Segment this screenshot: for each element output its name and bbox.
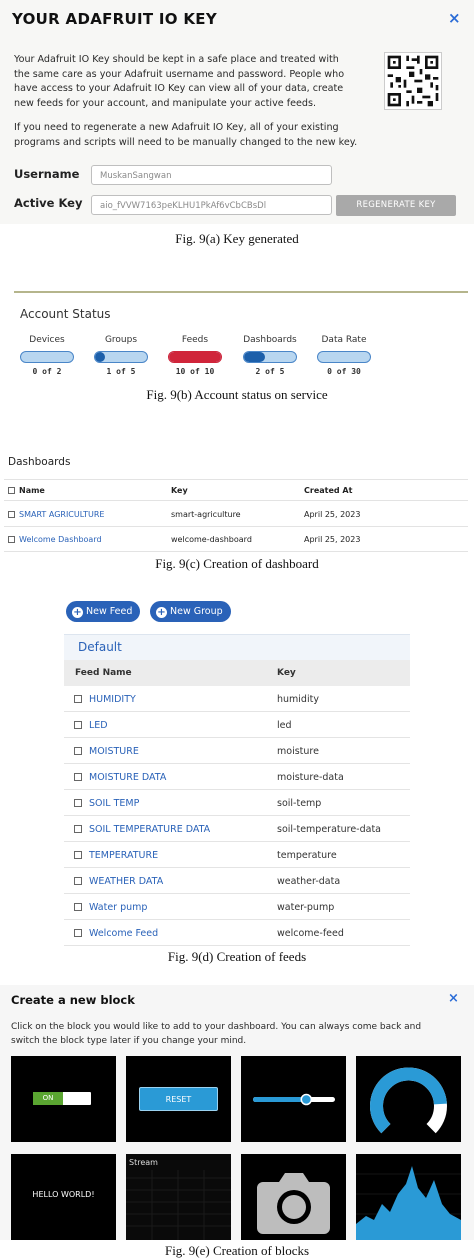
close-icon[interactable]: × <box>448 9 461 27</box>
feed-key: led <box>277 720 292 731</box>
feed-name-label: Water pump <box>89 902 148 913</box>
dashboard-name-label: Welcome Dashboard <box>19 535 102 544</box>
status-value: 0 of 2 <box>32 367 62 376</box>
block-text[interactable] <box>11 1154 116 1240</box>
feed-key: humidity <box>277 694 319 705</box>
dashboard-key: smart-agriculture <box>171 510 241 519</box>
status-value: 2 of 5 <box>255 367 285 376</box>
feed-name[interactable] <box>74 876 163 887</box>
status-dashboards <box>240 335 300 376</box>
table-row[interactable] <box>4 503 468 527</box>
status-bar <box>317 351 371 363</box>
block-line-chart[interactable] <box>356 1154 461 1240</box>
status-name: Feeds <box>181 335 209 345</box>
username-field[interactable]: MuskanSangwan <box>91 165 332 185</box>
table-row[interactable] <box>64 868 410 894</box>
block-momentary-button[interactable] <box>126 1056 231 1142</box>
row-checkbox[interactable] <box>74 877 82 885</box>
dashboard-key: welcome-dashboard <box>171 535 252 544</box>
text-block-value: HELLO WORLD! <box>32 1190 95 1199</box>
status-bar <box>168 351 222 363</box>
feed-name[interactable] <box>74 798 139 809</box>
status-name: Devices <box>29 335 65 345</box>
feed-key: moisture-data <box>277 772 344 783</box>
status-name: Data Rate <box>321 335 367 345</box>
status-bar <box>94 351 148 363</box>
table-row[interactable] <box>64 920 410 946</box>
feed-name[interactable] <box>74 772 166 783</box>
row-checkbox[interactable] <box>8 511 15 518</box>
instruction-line: switch the block type later if you change your mind. <box>11 1035 247 1046</box>
feed-name-label: SOIL TEMP <box>89 798 140 809</box>
block-gauge[interactable] <box>356 1056 461 1142</box>
feed-name-label: MOISTURE <box>89 746 139 757</box>
qr-code-icon <box>384 52 442 110</box>
row-checkbox[interactable] <box>74 773 82 781</box>
slider-fill <box>253 1097 306 1102</box>
feed-key: temperature <box>277 850 337 861</box>
area-chart-graphic <box>356 1154 461 1240</box>
account-status-title: Account Status <box>20 307 111 321</box>
status-devices <box>17 335 77 376</box>
new-group-button[interactable] <box>150 601 231 622</box>
gauge-graphic <box>356 1056 461 1142</box>
username-label: Username <box>14 167 80 181</box>
feed-key: water-pump <box>277 902 335 913</box>
stream-block-title: Stream <box>129 1158 158 1167</box>
feed-name-label: Welcome Feed <box>89 928 159 939</box>
create-block-title: Create a new block <box>11 993 135 1007</box>
row-checkbox[interactable] <box>8 536 15 543</box>
status-feeds <box>165 335 225 376</box>
figure-caption-e: Fig. 9(e) Creation of blocks <box>164 1243 310 1258</box>
warning-line: programs and scripts will need to be manually changed to the new key. <box>14 136 358 148</box>
table-row[interactable] <box>4 528 468 552</box>
status-bar-fill <box>244 352 265 362</box>
status-bar-fill <box>169 352 221 362</box>
figure-caption-a: Fig. 9(a) Key generated <box>175 231 299 246</box>
block-slider[interactable] <box>241 1056 346 1142</box>
status-name: Groups <box>104 335 138 345</box>
table-row[interactable] <box>64 764 410 790</box>
status-groups <box>91 335 151 376</box>
key-info-line: new feeds for your account, and manipulate your active feeds. <box>14 97 317 109</box>
status-value: 1 of 5 <box>106 367 136 376</box>
slider-graphic <box>241 1056 346 1142</box>
new-group-label: New Group <box>170 606 223 617</box>
status-value: 10 of 10 <box>175 367 215 376</box>
row-checkbox[interactable] <box>74 903 82 911</box>
row-checkbox[interactable] <box>74 799 82 807</box>
row-checkbox[interactable] <box>74 747 82 755</box>
toggle-on-label: ON <box>33 1092 63 1105</box>
block-stream[interactable] <box>126 1154 231 1240</box>
plus-icon: + <box>73 607 82 618</box>
status-value: 0 of 30 <box>327 367 361 376</box>
camera-icon <box>241 1154 346 1240</box>
figure-caption-c: Fig. 9(c) Creation of dashboard <box>155 556 319 571</box>
status-bar-fill <box>95 352 105 362</box>
figure-caption-d: Fig. 9(d) Creation of feeds <box>167 949 307 964</box>
group-name[interactable]: Default <box>78 640 122 654</box>
feed-name[interactable] <box>74 746 139 757</box>
feed-name[interactable] <box>74 720 108 731</box>
stream-grid-graphic <box>126 1154 231 1240</box>
header-name <box>8 486 45 495</box>
table-row[interactable] <box>64 686 410 712</box>
close-icon[interactable]: × <box>448 991 459 1006</box>
feed-key: welcome-feed <box>277 928 344 939</box>
table-row[interactable] <box>64 842 410 868</box>
reset-button: RESET <box>139 1087 218 1111</box>
feed-key: soil-temperature-data <box>277 824 382 835</box>
feed-name-label: MOISTURE DATA <box>89 772 167 783</box>
table-row[interactable] <box>64 738 410 764</box>
feed-key: soil-temp <box>277 798 322 809</box>
key-info-line: the same care as your Adafruit username and password. People who <box>14 68 345 80</box>
dashboard-created: April 25, 2023 <box>304 510 361 519</box>
feed-name[interactable] <box>74 850 158 861</box>
block-toggle[interactable] <box>11 1056 116 1142</box>
dashboards-title: Dashboards <box>8 456 71 468</box>
key-dialog <box>0 0 474 224</box>
instruction-line: Click on the block you would like to add to your dashboard. You can always come back and <box>11 1022 422 1032</box>
feed-name-label: TEMPERATURE <box>89 850 159 861</box>
create-block-instructions <box>11 1021 467 1048</box>
table-row[interactable] <box>64 712 410 738</box>
new-feed-label: New Feed <box>86 606 133 617</box>
dashboard-name[interactable] <box>8 535 102 544</box>
table-row[interactable] <box>64 894 410 920</box>
dashboard-created: April 25, 2023 <box>304 535 361 544</box>
key-info-paragraph <box>14 53 374 111</box>
figure-caption-b: Fig. 9(b) Account status on service <box>146 387 328 402</box>
feed-name-label: WEATHER DATA <box>89 876 164 887</box>
feed-key: weather-data <box>277 876 341 887</box>
feed-name-label: HUMIDITY <box>89 694 136 705</box>
row-checkbox[interactable] <box>74 825 82 833</box>
table-row[interactable] <box>64 816 410 842</box>
feed-name-label: SOIL TEMPERATURE DATA <box>89 824 211 835</box>
block-image[interactable] <box>241 1154 346 1240</box>
slider-handle <box>301 1095 311 1105</box>
active-key-field[interactable]: aio_fVVW7163peKLHU1PkAf6vCbCBsDl <box>91 195 332 215</box>
select-all-checkbox[interactable] <box>8 487 15 494</box>
feed-name[interactable] <box>74 694 136 705</box>
row-checkbox[interactable] <box>74 721 82 729</box>
dashboard-name-label: SMART AGRICULTURE <box>19 510 105 519</box>
feed-name[interactable] <box>74 824 210 835</box>
header-feed-key: Key <box>277 668 296 678</box>
status-name: Dashboards <box>243 335 297 345</box>
header-key: Key <box>171 486 188 495</box>
regenerate-key-button[interactable]: REGENERATE KEY <box>336 195 456 216</box>
feed-name[interactable] <box>74 928 158 939</box>
row-checkbox[interactable] <box>74 695 82 703</box>
table-row[interactable] <box>64 790 410 816</box>
new-feed-button[interactable] <box>66 601 140 622</box>
dashboard-name[interactable] <box>8 510 104 519</box>
feed-name[interactable] <box>74 902 147 913</box>
feed-name-label: LED <box>89 720 108 731</box>
status-data-rate <box>314 335 374 376</box>
header-name-label: Name <box>19 486 45 495</box>
status-bar <box>243 351 297 363</box>
active-key-label: Active Key <box>14 196 83 210</box>
status-bar <box>20 351 74 363</box>
dashboards-header-row <box>4 479 468 501</box>
regenerate-warning-paragraph <box>14 121 374 150</box>
key-info-line: have access to your Adafruit IO Key can view all of your data, create <box>14 83 344 95</box>
feed-key: moisture <box>277 746 319 757</box>
key-info-line: Your Adafruit IO Key should be kept in a safe place and treated with <box>14 54 339 65</box>
header-created-at: Created At <box>304 486 353 495</box>
header-feed-name: Feed Name <box>75 668 132 678</box>
warning-line: If you need to regenerate a new Adafruit IO Key, all of your existing <box>14 122 339 133</box>
plus-icon: + <box>157 607 166 618</box>
key-dialog-title: YOUR ADAFRUIT IO KEY <box>12 10 217 28</box>
row-checkbox[interactable] <box>74 851 82 859</box>
row-checkbox[interactable] <box>74 929 82 937</box>
